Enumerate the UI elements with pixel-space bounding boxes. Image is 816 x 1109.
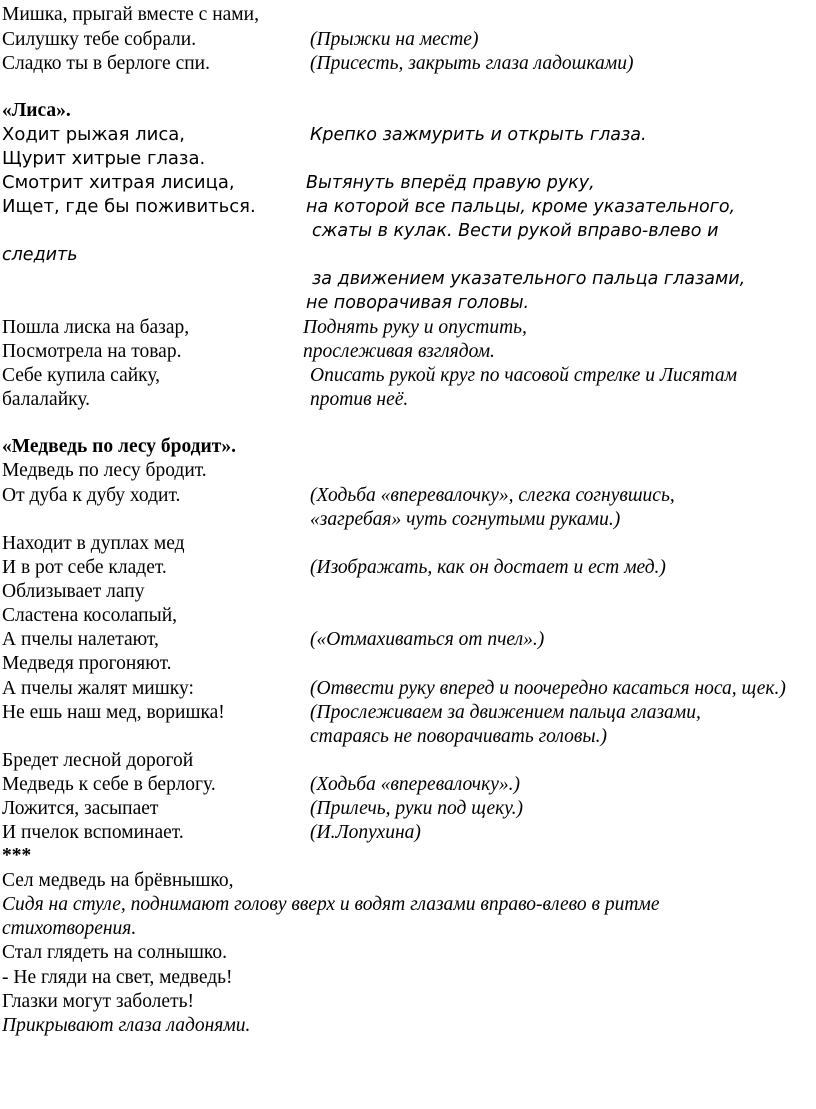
poem-line: А пчелы налетают, bbox=[2, 629, 159, 650]
poem-line: Посмотрела на товар. bbox=[2, 341, 182, 362]
poem-line: Бредет лесной дорогой bbox=[2, 750, 194, 771]
movement-note: (Присесть, закрыть глаза ладошками) bbox=[310, 53, 634, 74]
movement-note: (Изображать, как он достает и ест мед.) bbox=[310, 557, 666, 578]
movement-note: (Ходьба «вперевалочку».) bbox=[310, 774, 520, 795]
movement-note: против неё. bbox=[310, 389, 409, 410]
movement-note: (Отвести руку вперед и поочередно касаться носа, щек.) bbox=[310, 678, 786, 699]
section-title-bear: «Медведь по лесу бродит». bbox=[2, 436, 236, 457]
poem-line: Находит в дуплах мед bbox=[2, 533, 185, 554]
poem-line: Медведь по лесу бродит. bbox=[2, 460, 207, 481]
author-credit: (И.Лопухина) bbox=[310, 822, 421, 843]
poem-line: Щурит хитрые глаза. bbox=[2, 148, 206, 169]
poem-line: Не ешь наш мед, воришка! bbox=[2, 702, 225, 723]
poem-line: Медведь к себе в берлогу. bbox=[2, 774, 216, 795]
movement-note: следить bbox=[2, 245, 78, 265]
movement-note: Вытянуть вперёд правую руку, bbox=[306, 173, 595, 193]
poem-line: Мишка, прыгай вместе с нами, bbox=[2, 4, 259, 25]
movement-note: («Отмахиваться от пчел».) bbox=[310, 629, 545, 650]
movement-note: Описать рукой круг по часовой стрелке и Лисятам bbox=[310, 365, 738, 386]
poem-line: Стал глядеть на солнышко. bbox=[2, 942, 228, 963]
poem-line: Силушку тебе собрали. bbox=[2, 29, 197, 50]
section-title-fox: «Лиса». bbox=[2, 100, 71, 121]
movement-note: стихотворения. bbox=[2, 918, 137, 939]
poem-line: - Не гляди на свет, медведь! bbox=[2, 967, 233, 988]
poem-line: Сладко ты в берлоге спи. bbox=[2, 53, 210, 74]
poem-line: А пчелы жалят мишку: bbox=[2, 678, 194, 699]
poem-line: Смотрит хитрая лисица, bbox=[2, 172, 235, 193]
poem-line: И в рот себе кладет. bbox=[2, 557, 167, 578]
movement-note: (Прослеживаем за движением пальца глазами, bbox=[310, 702, 701, 723]
movement-note: (Прыжки на месте) bbox=[310, 29, 479, 50]
poem-line: Ищет, где бы поживиться. bbox=[2, 196, 256, 217]
movement-note: прослеживая взглядом. bbox=[303, 341, 495, 362]
movement-note: сжаты в кулак. Вести рукой вправо-влево и bbox=[312, 221, 719, 241]
movement-note: за движением указательного пальца глазами, bbox=[312, 269, 746, 289]
poem-line: Медведя прогоняют. bbox=[2, 653, 172, 674]
poem-line: Ходит рыжая лиса, bbox=[2, 124, 185, 145]
poem-line: Пошла лиска на базар, bbox=[2, 317, 190, 338]
movement-note: стараясь не поворачивать головы.) bbox=[310, 726, 607, 747]
movement-note: Поднять руку и опустить, bbox=[303, 317, 527, 338]
poem-line: От дуба к дубу ходит. bbox=[2, 485, 181, 506]
poem-line: Себе купила сайку, bbox=[2, 365, 161, 386]
movement-note: Прикрывают глаза ладонями. bbox=[2, 1015, 251, 1036]
movement-note: «загребая» чуть согнутыми руками.) bbox=[310, 509, 621, 530]
poem-line: И пчелок вспоминает. bbox=[2, 822, 184, 843]
poem-line: Облизывает лапу bbox=[2, 581, 145, 602]
movement-note: (Ходьба «вперевалочку», слегка согнувшись, bbox=[310, 485, 675, 506]
section-divider: *** bbox=[2, 845, 32, 866]
poem-line: Ложится, засыпает bbox=[2, 798, 159, 819]
poem-line: Глазки могут заболеть! bbox=[2, 991, 194, 1012]
poem-line: балалайку. bbox=[2, 389, 90, 410]
movement-note: не поворачивая головы. bbox=[306, 293, 530, 313]
movement-note: Сидя на стуле, поднимают голову вверх и водят глазами вправо-влево в ритме bbox=[2, 894, 660, 915]
movement-note: на которой все пальцы, кроме указательного, bbox=[306, 197, 736, 217]
movement-note: (Прилечь, руки под щеку.) bbox=[310, 798, 524, 819]
poem-line: Сел медведь на брёвнышко, bbox=[2, 870, 234, 891]
poem-line: Сластена косолапый, bbox=[2, 605, 178, 626]
movement-note: Крепко зажмурить и открыть глаза. bbox=[310, 125, 647, 145]
